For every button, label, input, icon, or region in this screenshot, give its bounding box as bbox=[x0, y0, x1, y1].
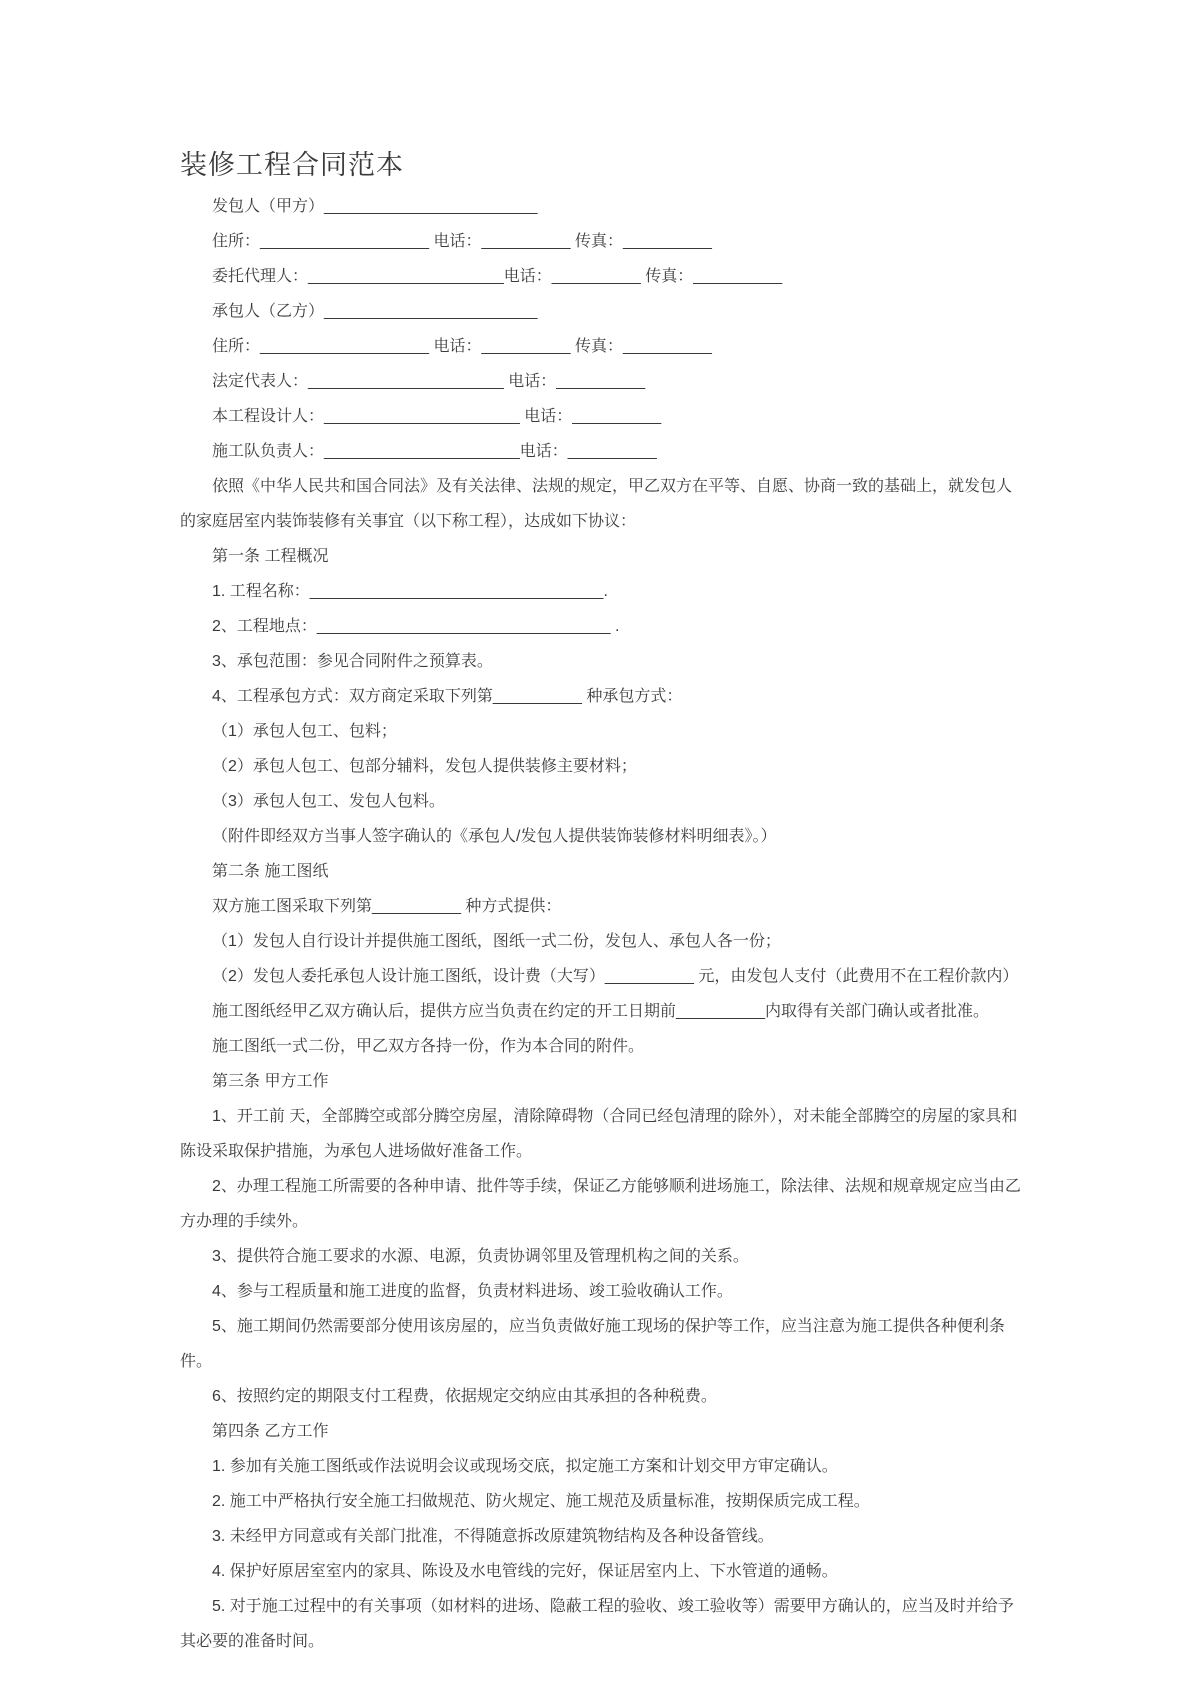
paragraph: 第三条 甲方工作 bbox=[212, 1073, 329, 1091]
paragraph: 6、按照约定的期限支付工程费，依据规定交纳应由其承担的各种税费。 bbox=[212, 1388, 717, 1406]
paragraph: 发包人（甲方）________________________ bbox=[212, 198, 538, 216]
paragraph: 3、提供符合施工要求的水源、电源，负责协调邻里及管理机构之间的关系。 bbox=[212, 1248, 749, 1266]
paragraph: 5. 对于施工过程中的有关事项（如材料的进场、隐蔽工程的验收、竣工验收等）需要甲方确认的，应当及时并给予其必要的准备时间。 bbox=[180, 1598, 1014, 1651]
paragraph: 3、承包范围：参见合同附件之预算表。 bbox=[212, 653, 493, 671]
paragraph: 施工队负责人：______________________电话：__________ bbox=[212, 443, 657, 461]
paragraph: 法定代表人：______________________ 电话：__________ bbox=[212, 373, 646, 391]
paragraph: 本工程设计人：______________________ 电话：__________ bbox=[212, 408, 662, 426]
paragraph: 依照《中华人民共和国合同法》及有关法律、法规的规定，甲乙双方在平等、自愿、协商一致的基础上，就发包人的家庭居室内装饰装修有关事宜（以下称工程），达成如下协议： bbox=[180, 478, 1013, 531]
paragraph: 住所：___________________ 电话：__________ 传真：__________ bbox=[212, 338, 712, 356]
paragraph: 4. 保护好原居室室内的家具、陈设及水电管线的完好，保证居室内上、下水管道的通畅。 bbox=[212, 1563, 838, 1581]
paragraph: 2、办理工程施工所需要的各种申请、批件等手续，保证乙方能够顺利进场施工，除法律、法规和规章规定应当由乙方办理的手续外。 bbox=[180, 1178, 1021, 1231]
paragraph: 5、施工期间仍然需要部分使用该房屋的，应当负责做好施工现场的保护等工作，应当注意为施工提供各种便利条件。 bbox=[180, 1318, 1005, 1371]
paragraph: 施工图纸一式二份，甲乙双方各持一份，作为本合同的附件。 bbox=[212, 1038, 645, 1056]
paragraph: 1. 参加有关施工图纸或作法说明会议或现场交底，拟定施工方案和计划交甲方审定确认。 bbox=[212, 1458, 838, 1476]
paragraph: 4、参与工程质量和施工进度的监督，负责材料进场、竣工验收确认工作。 bbox=[212, 1283, 733, 1301]
paragraph: 第四条 乙方工作 bbox=[212, 1423, 329, 1441]
document-body bbox=[180, 189, 1022, 1659]
paragraph: （附件即经双方当事人签字确认的《承包人/发包人提供装饰装修材料明细表》。） bbox=[212, 828, 777, 846]
paragraph: （2）发包人委托承包人设计施工图纸，设计费（大写）__________ 元，由发包人支付（此费用不在工程价款内） bbox=[212, 968, 1019, 986]
paragraph: 住所：___________________ 电话：__________ 传真：__________ bbox=[212, 233, 712, 251]
paragraph: 1、开工前 天，全部腾空或部分腾空房屋，清除障碍物（合同已经包清理的除外），对未能全部腾空的房屋的家具和陈设采取保护措施，为承包人进场做好准备工作。 bbox=[180, 1108, 1018, 1161]
paragraph: 委托代理人：______________________电话：__________ 传真：__________ bbox=[212, 268, 783, 286]
paragraph: 施工图纸经甲乙双方确认后，提供方应当负责在约定的开工日期前__________内取得有关部门确认或者批准。 bbox=[212, 1003, 989, 1021]
paragraph: 2. 施工中严格执行安全施工扫做规范、防火规定、施工规范及质量标准，按期保质完成工程。 bbox=[212, 1493, 870, 1511]
paragraph: （1）承包人包工、包料； bbox=[212, 723, 397, 741]
paragraph: 第二条 施工图纸 bbox=[212, 863, 329, 881]
paragraph: （1）发包人自行设计并提供施工图纸，图纸一式二份，发包人、承包人各一份； bbox=[212, 933, 781, 951]
paragraph: 双方施工图采取下列第__________ 种方式提供： bbox=[212, 898, 562, 916]
paragraph: 2、工程地点：_________________________________ . bbox=[212, 618, 620, 636]
paragraph: （2）承包人包工、包部分辅料，发包人提供装修主要材料； bbox=[212, 758, 637, 776]
paragraph: 承包人（乙方）________________________ bbox=[212, 303, 538, 321]
paragraph: 第一条 工程概况 bbox=[212, 548, 329, 566]
paragraph: 1. 工程名称：_________________________________. bbox=[212, 583, 608, 601]
paragraph: （3）承包人包工、发包人包料。 bbox=[212, 793, 445, 811]
paragraph: 3. 未经甲方同意或有关部门批准，不得随意拆改原建筑物结构及各种设备管线。 bbox=[212, 1528, 774, 1546]
document-title: 装修工程合同范本 bbox=[180, 150, 404, 180]
paragraph: 4、工程承包方式：双方商定采取下列第__________ 种承包方式： bbox=[212, 688, 683, 706]
